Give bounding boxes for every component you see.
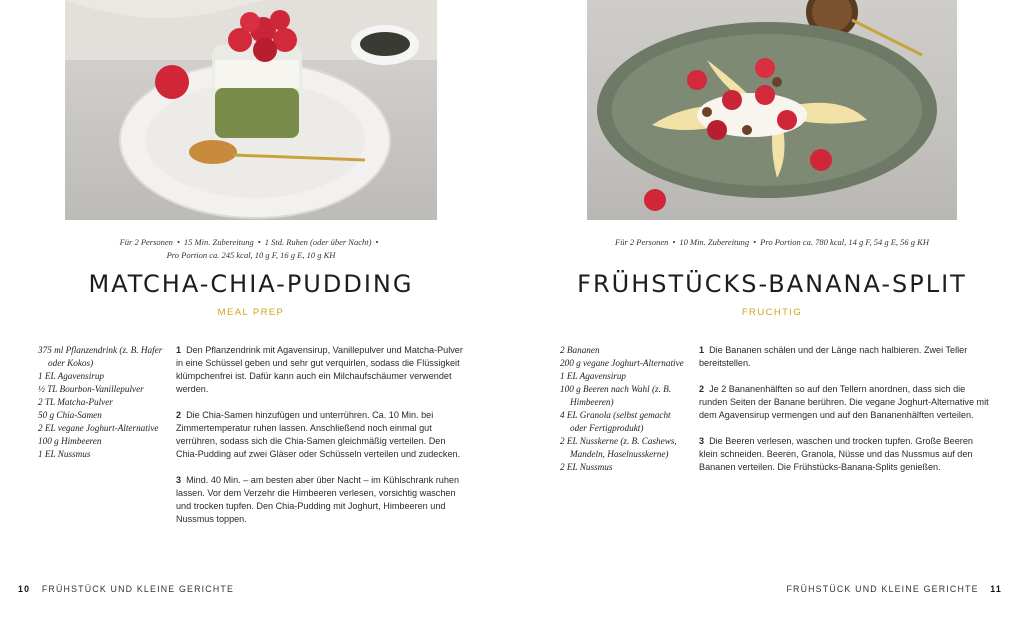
step	[176, 474, 466, 526]
ingredient-item: 2 Bananen	[560, 345, 600, 355]
page-number: 10	[18, 584, 31, 594]
preparation-steps	[699, 344, 989, 487]
step-text: Die Chia-Samen hinzufügen und unterrühren. Ca. 10 Min. bei Zimmertemperatur ruhen lassen. Anschließend noch einmal gut verrühren, sodass sich die Chia-Samen gleichmäßig verteilen. Den Chia-Pudding auf zwei Gläser oder Schüsseln verteilen und zudecken.	[176, 410, 461, 459]
recipe-title: MATCHA-CHIA-PUDDING	[88, 270, 414, 298]
section-title: FRÜHSTÜCK UND KLEINE GERICHTE	[786, 584, 979, 594]
ingredient-item: 200 g vegane Joghurt-Alternative	[560, 358, 684, 368]
nutrition: Pro Portion ca. 245 kcal, 10 g F, 16 g E, 10 g KH	[166, 250, 336, 260]
right-page	[510, 0, 1020, 618]
page-number: 11	[990, 584, 1002, 594]
step	[699, 435, 989, 474]
ingredient-list	[560, 344, 685, 474]
step-text: Die Bananen schälen und der Länge nach halbieren. Zwei Teller bereitstellen.	[699, 345, 968, 368]
recipe-category: FRUCHTIG	[741, 307, 803, 318]
ingredient-item: 375 ml Pflanzendrink (z. B. Hafer oder Kokos)	[38, 345, 163, 368]
section-title: FRÜHSTÜCK UND KLEINE GERICHTE	[41, 584, 235, 594]
ingredient-item: 4 EL Granola (selbst gemacht oder Fertigprodukt)	[560, 410, 671, 433]
step-text: Die Beeren verlesen, waschen und trocken tupfen. Große Beeren klein schneiden. Beeren, Granola, Nüsse und das Nussmus auf den Bananen verteilen. Die Frühstücks-Banana-Splits genießen.	[699, 436, 973, 472]
step-number: 3	[699, 436, 705, 446]
ingredient-item: 2 EL Nusskerne (z. B. Cashews, Mandeln, Haselnusskerne)	[560, 436, 677, 459]
recipe-meta: Für 2 Personen • 10 Min. Zubereitung • Pro Portion ca. 780 kcal, 14 g F, 54 g E, 56 g KH	[615, 237, 929, 247]
step-number: 3	[176, 475, 182, 485]
step	[699, 344, 989, 370]
prep-time: 15 Min. Zubereitung	[183, 237, 254, 247]
banana-split-photo	[587, 0, 957, 220]
chia-pudding-illustration	[65, 0, 437, 220]
step-number: 1	[699, 345, 705, 355]
ingredient-item: 2 EL vegane Joghurt-Alternative	[38, 423, 159, 433]
step-number: 2	[176, 410, 182, 420]
ingredient-item: 100 g Beeren nach Wahl (z. B. Himbeeren)	[560, 384, 672, 407]
ingredient-item: 1 EL Agavensirup	[38, 371, 105, 381]
step-text: Mind. 40 Min. – am besten aber über Nacht – im Kühlschrank ruhen lassen. Vor dem Verzehr die Himbeeren verlesen, vorsichtig waschen und trocken tupfen. Den Chia-Pudding mit Joghurt, Himbeeren und Nussmus toppen.	[176, 475, 460, 524]
chia-pudding-photo	[65, 0, 437, 220]
nutrition: Pro Portion ca. 780 kcal, 14 g F, 54 g E, 56 g KH	[760, 237, 929, 247]
ingredient-item: 2 EL Nussmus	[560, 462, 613, 472]
step-number: 1	[176, 345, 182, 355]
ingredient-item: 100 g Himbeeren	[38, 436, 102, 446]
ingredient-item: 1 EL Agavensirup	[560, 371, 627, 381]
recipe-title: FRÜHSTÜCKS-BANANA-SPLIT	[577, 270, 967, 298]
ingredient-list	[38, 344, 163, 461]
page-footer	[18, 584, 234, 594]
banana-split-illustration	[587, 0, 957, 220]
servings: Für 2 Personen	[119, 237, 173, 247]
recipe-meta: Für 2 Personen • 15 Min. Zubereitung • 1 Std. Ruhen (oder über Nacht) • Pro Portion ca. 245 kcal, 10 g F, 16 g E, 10 g KH	[119, 237, 379, 260]
step	[176, 409, 466, 461]
ingredient-item: 1 EL Nussmus	[38, 449, 91, 459]
ingredient-item: 2 TL Matcha-Pulver	[38, 397, 113, 407]
servings: Für 2 Personen	[615, 237, 669, 247]
step	[176, 344, 466, 396]
step-number: 2	[699, 384, 705, 394]
ingredient-item: ½ TL Bourbon-Vanillepulver	[38, 384, 144, 394]
rest-time: 1 Std. Ruhen (oder über Nacht)	[264, 237, 372, 247]
ingredient-item: 50 g Chia-Samen	[38, 410, 102, 420]
step-text: Den Pflanzendrink mit Agavensirup, Vanillepulver und Matcha-Pulver in eine Schüssel geben und sehr gut verquirlen, sodass die Flüssigkeit klümpchenfrei ist. Dafür kann auch ein Milchaufschäumer verwendet werden.	[176, 345, 463, 394]
step-text: Je 2 Bananenhälften so auf den Tellern anordnen, dass sich die runden Seiten der Banane berühren. Die vegane Joghurt-Alternative mit dem Agavensirup vermengen und auf den Bananenhälften verteilen.	[699, 384, 989, 420]
page-footer	[702, 584, 1002, 594]
recipe-category: MEAL PREP	[217, 307, 285, 318]
prep-time: 10 Min. Zubereitung	[679, 237, 750, 247]
step	[699, 383, 989, 422]
preparation-steps	[176, 344, 466, 539]
